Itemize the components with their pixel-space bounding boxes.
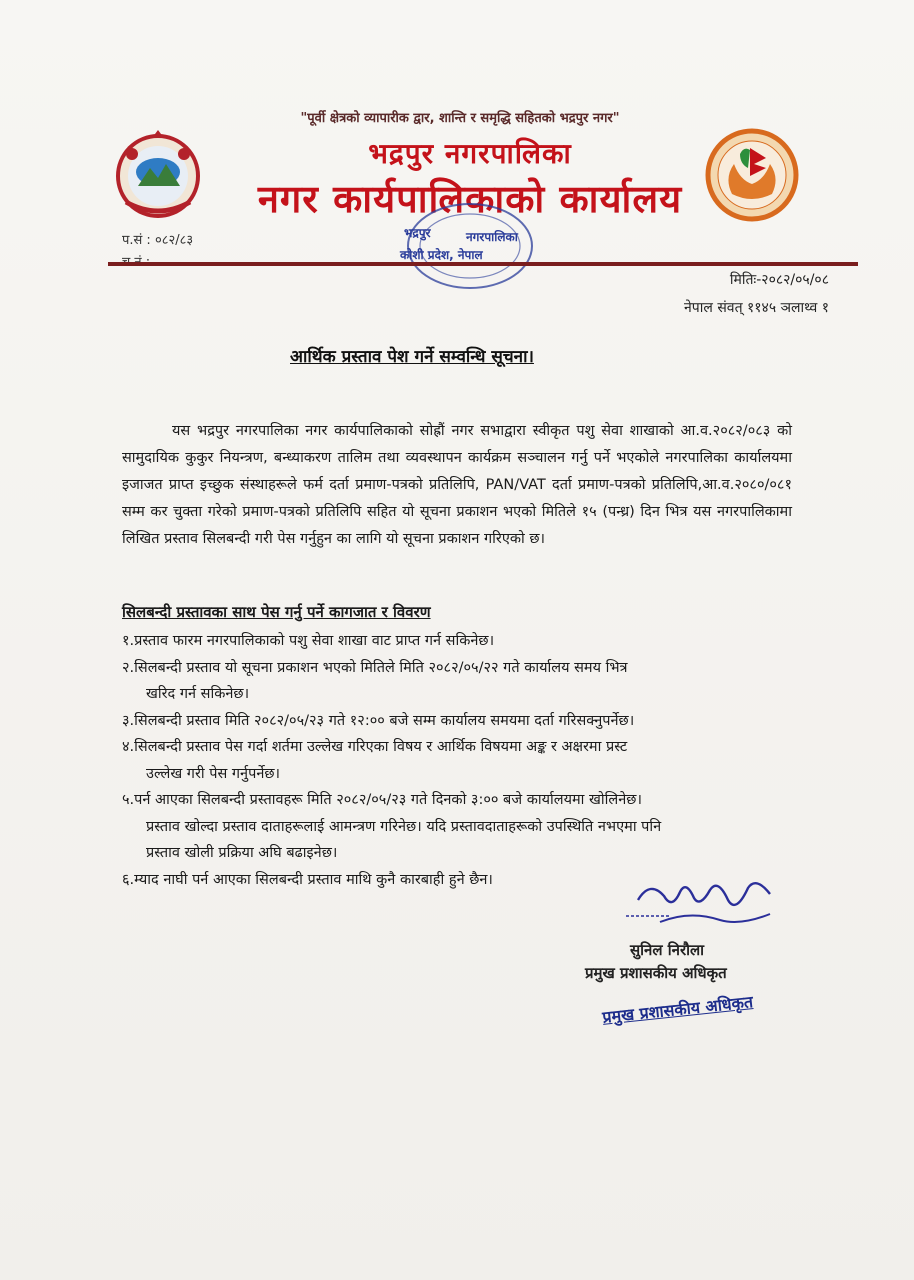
list-item-continuation: खरिद गर्न सकिनेछ।: [146, 686, 250, 702]
list-item: [122, 734, 822, 787]
list-item-text: १.प्रस्ताव फारम नगरपालिकाको पशु सेवा शाखा वाट प्राप्त गर्न सकिनेछ।: [122, 633, 495, 649]
list-item-continuation: प्रस्ताव खोली प्रक्रिया अघि बढाइनेछ।: [146, 845, 338, 861]
list-item-text: २.सिलबन्दी प्रस्ताव यो सूचना प्रकाशन भएको मितिले मिति २०८२/०५/२२ गते कार्यालय समय भित्र: [122, 659, 628, 676]
signatory-designation: प्रमुख प्रशासकीय अधिकृत: [585, 964, 727, 982]
list-item: [122, 628, 822, 655]
list-item-continuation: प्रस्ताव खोल्दा प्रस्ताव दाताहरूलाई आमन्त्रण गरिनेछ। यदि प्रस्तावदाताहरूको उपस्थिति नभएमा पनि: [146, 818, 662, 835]
seal-line-1: भद्रपुर: [404, 226, 431, 240]
reference-number: प.सं : ०८२/८३: [122, 233, 194, 248]
list-item: [122, 708, 822, 735]
list-item: [122, 655, 822, 708]
nepal-samvat-date: नेपाल संवत् ११४५ ञलाथ्व १: [684, 300, 829, 316]
list-item-text: ६.म्याद नाघी पर्न आएका सिलबन्दी प्रस्ताव माथि कुनै कारबाही हुने छैन।: [122, 871, 493, 888]
municipality-name: भद्रपुर नगरपालिका: [368, 137, 572, 170]
header-divider: [108, 262, 858, 266]
designation-stamp: प्रमुख प्रशासकीय अधिकृत: [601, 992, 754, 1027]
list-item-text: ५.पर्न आएका सिलबन्दी प्रस्तावहरू मिति २०८२/०५/२३ गते दिनको ३:०० बजे कार्यालयमा खोलिनेछ।: [122, 792, 642, 808]
dispatch-number: [122, 252, 150, 270]
notice-body: यस भद्रपुर नगरपालिका नगर कार्यपालिकाको सोह्रौं नगर सभाद्वारा स्वीकृत पशु सेवा शाखाको आ.व.२०८२/०८३ को सामुदायिक कुकुर नियन्त्रण, बन्ध्याकरण तालिम तथा व्यवस्थापन कार्यक्रम सञ्चालन गर्नु पर्ने भएकोले नगरपालिका कार्यालयमा इजाजत प्राप्त इच्छुक संस्थाहरूले फर्म दर्ता प्रमाण-पत्रको प्रतिलिपि, PAN/VAT दर्ता प्रमाण-पत्रको प्रतिलिपि,आ.व.२०८०/०८१ सम्म कर चुक्ता गरेको प्रमाण-पत्रको प्रतिलिपि सहित यो सूचना प्रकाशन भएको मितिले १५ (पन्ध्र) दिन भित्र यस नगरपालिकामा लिखित प्रस्ताव सिलबन्दी गरी पेस गर्नुहुन का लागि यो सूचना प्रकाशन गरिएको छ।: [122, 423, 792, 547]
requirements-list: [122, 628, 822, 893]
list-item-continuation: उल्लेख गरी पेस गर्नुपर्नेछ।: [146, 765, 281, 782]
list-item: [122, 787, 822, 867]
office-name: नगर कार्यपालिकाको कार्यालय: [257, 177, 683, 221]
slogan: "पूर्वी क्षेत्रको व्यापारीक द्वार, शान्ति र समृद्धि सहितको भद्रपुर नगर": [300, 111, 620, 126]
notice-date: मितिः-२०८२/०५/०८: [729, 272, 829, 288]
signatory-name: सुनिल निरौला: [630, 941, 705, 959]
notice-subject: आर्थिक प्रस्ताव पेश गर्ने सम्वन्धि सूचना।: [290, 347, 534, 367]
seal-line-3: कोशी प्रदेश, नेपाल: [400, 248, 483, 262]
seal-line-2: नगरपालिका: [466, 230, 518, 244]
signature-icon: [620, 870, 790, 940]
list-item-text: ३.सिलबन्दी प्रस्ताव मिति २०८२/०५/२३ गते १२:०० बजे सम्म कार्यालय समयमा दर्ता गरिसक्नुपर्नेछ।: [122, 712, 635, 729]
list-item-text: ४.सिलबन्दी प्रस्ताव पेस गर्दा शर्तमा उल्लेख गरिएका विषय र आर्थिक विषयमा अङ्क र अक्षरमा प्रस्ट: [122, 739, 628, 755]
nepal-emblem-icon: [108, 124, 208, 222]
office-seal: [392, 198, 542, 298]
section-heading: सिलबन्दी प्रस्तावका साथ पेस गर्नु पर्ने कागजात र विवरण: [122, 603, 431, 621]
